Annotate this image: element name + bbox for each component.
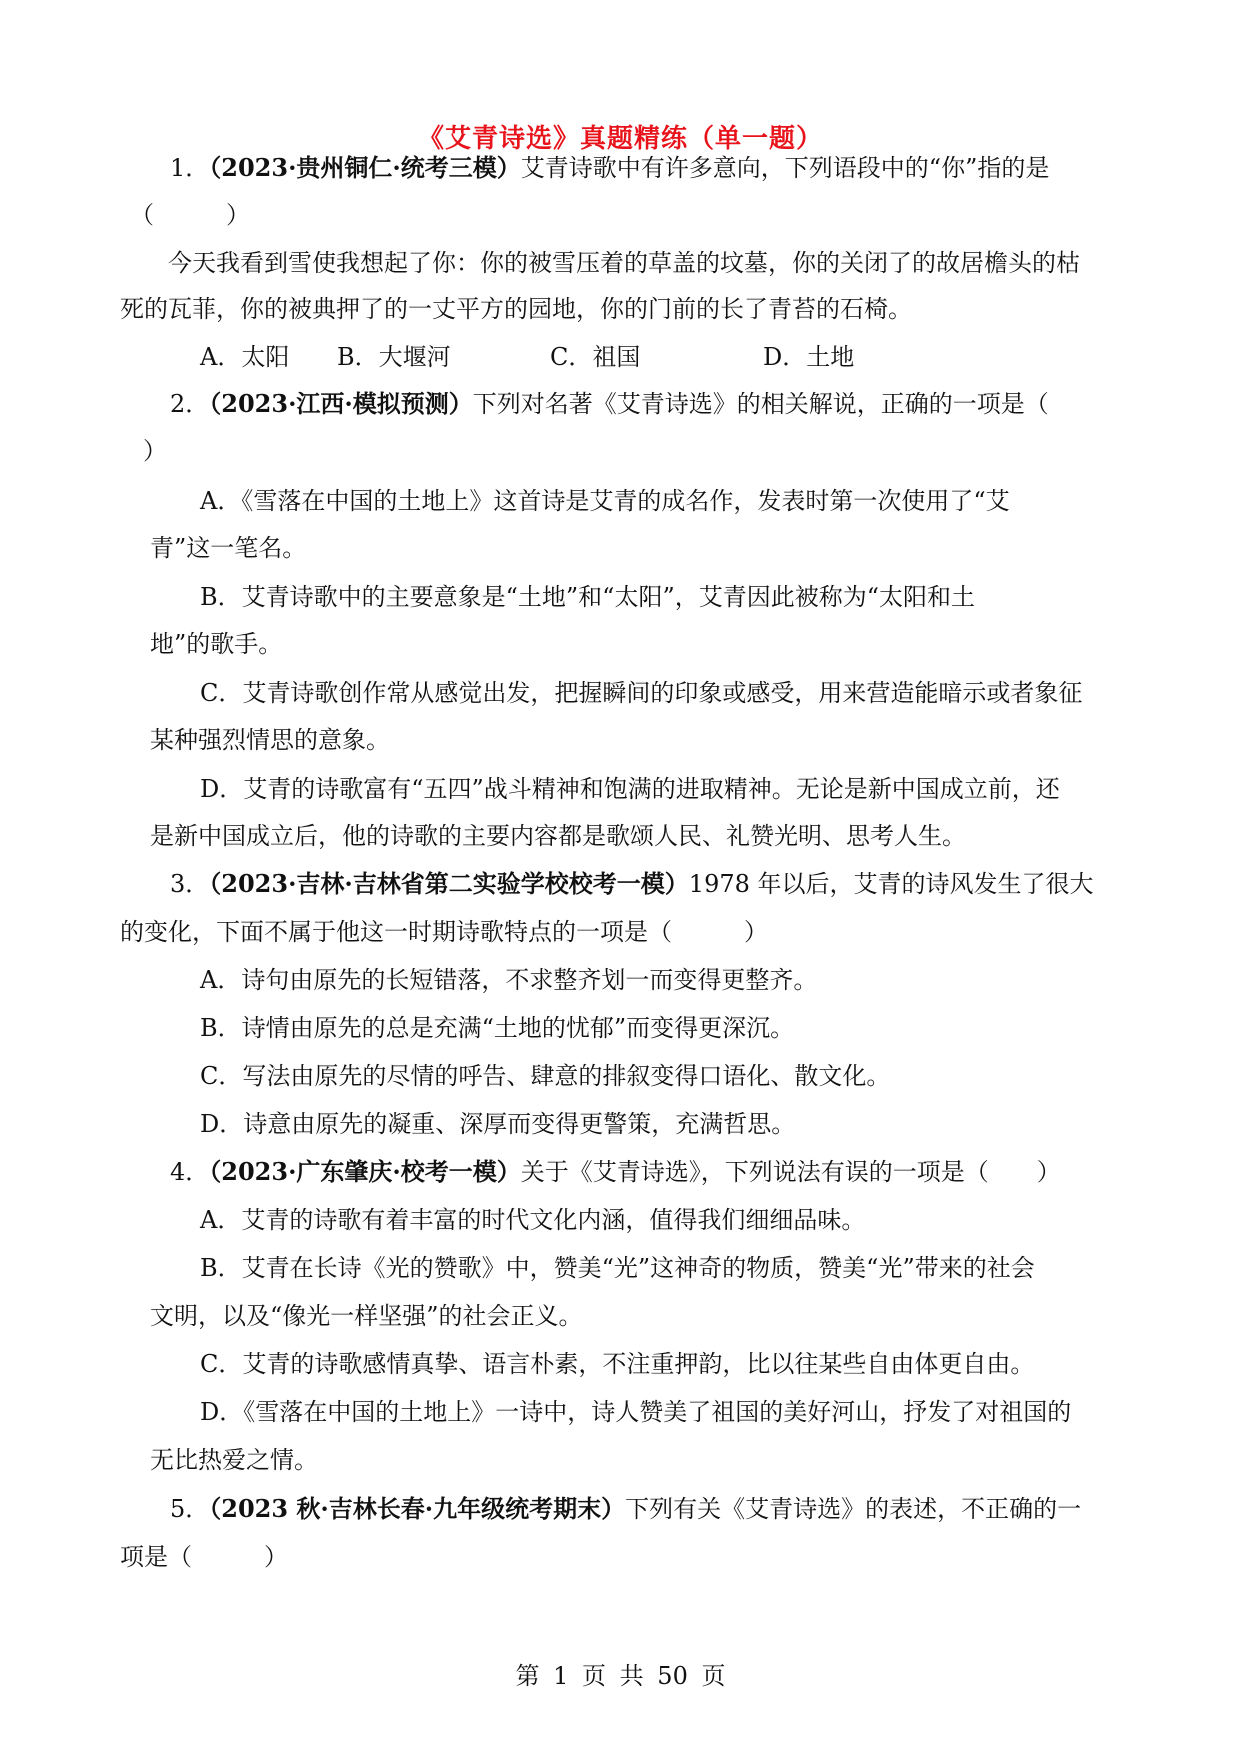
option-d: D．土地 [763,343,855,371]
option-d: D．艾青的诗歌富有“五四”战斗精神和饱满的进取精神。无论是新中国成立前，还 [200,775,1060,803]
option-a: A．《雪落在中国的土地上》这首诗是艾青的成名作，发表时第一次使用了“艾 [200,487,1010,515]
question-number: 4． [170,1158,210,1186]
option-c: C．祖国 [550,343,641,371]
option-a: A．太阳 [200,343,290,371]
question-number: 2． [170,390,210,418]
question-number: 3． [170,870,210,898]
question-text-cont: 项是（ ） [120,1543,288,1571]
answer-blank: （ ） [130,201,250,229]
option-a: A．诗句由原先的长短错落，不求整齐划一而变得更整齐。 [200,966,818,994]
option-b-cont: 地”的歌手。 [150,630,283,658]
option-d: D．诗意由原先的凝重、深厚而变得更警策，充满哲思。 [200,1110,796,1138]
option-b: B．诗情由原先的总是充满“土地的忧郁”而变得更深沉。 [200,1014,795,1042]
option-c: C．艾青诗歌创作常从感觉出发，把握瞬间的印象或感受，用来营造能暗示或者象征 [200,679,1083,707]
page-footer: 第 1 页 共 50 页 [515,1662,726,1690]
option-c: C．艾青的诗歌感情真挚、语言朴素，不注重押韵，比以往某些自由体更自由。 [200,1350,1035,1378]
option-d: D．《雪落在中国的土地上》一诗中，诗人赞美了祖国的美好河山，抒发了对祖国的 [200,1398,1072,1426]
question-text: 下列对名著《艾青诗选》的相关解说，正确的一项是（ [472,390,1049,418]
question-text: 下列有关《艾青诗选》的表述，不正确的一 [625,1495,1082,1523]
question-source: （2023·贵州铜仁·统考三模） [209,153,521,182]
option-b-cont: 文明，以及“像光一样坚强”的社会正义。 [150,1302,583,1330]
option-c-cont: 某种强烈情思的意象。 [150,726,390,754]
question-number: 1． [170,154,210,182]
option-a-cont: 青”这一笔名。 [150,534,307,562]
question-3-stem [170,868,1094,900]
question-source: （2023 秋·吉林长春·九年级统考期末） [209,1494,626,1523]
question-source: （2023·广东肇庆·校考一模） [209,1157,521,1186]
question-5-stem [170,1493,1081,1525]
question-text: 关于《艾青诗选》，下列说法有误的一项是（ ） [520,1158,1061,1186]
option-b: B．艾青诗歌中的主要意象是“土地”和“太阳”，艾青因此被称为“太阳和土 [200,583,975,611]
question-text: 艾青诗歌中有许多意向，下列语段中的“你”指的是 [520,154,1050,182]
option-a: A．艾青的诗歌有着丰富的时代文化内涵，值得我们细细品味。 [200,1206,866,1234]
question-text-cont: 的变化，下面不属于他这一时期诗歌特点的一项是（ ） [120,918,768,946]
question-text: 1978 年以后，艾青的诗风发生了很大 [688,870,1094,898]
answer-blank: ） [143,437,167,465]
passage-line: 今天我看到雪使我想起了你：你的被雪压着的草盖的坟墓，你的关闭了的故居檐头的枯 [168,249,1080,277]
option-b: B．艾青在长诗《光的赞歌》中，赞美“光”这神奇的物质，赞美“光”带来的社会 [200,1254,1035,1282]
option-d-cont: 无比热爱之情。 [150,1446,318,1474]
option-d-cont: 是新中国成立后，他的诗歌的主要内容都是歌颂人民、礼赞光明、思考人生。 [150,822,966,850]
option-b: B．大堰河 [337,343,451,371]
question-4-stem [170,1156,1061,1188]
question-number: 5． [170,1495,210,1523]
question-2-stem [170,388,1049,420]
passage-line: 死的瓦菲，你的被典押了的一丈平方的园地，你的门前的长了青苔的石椅。 [120,295,912,323]
question-source: （2023·江西·模拟预测） [209,389,473,418]
question-source: （2023·吉林·吉林省第二实验学校校考一模） [209,869,689,898]
option-c: C．写法由原先的尽情的呼告、肆意的排叙变得口语化、散文化。 [200,1062,891,1090]
question-1-stem [170,152,1049,184]
page-title: 《艾青诗选》真题精练（单一题） [417,124,823,154]
